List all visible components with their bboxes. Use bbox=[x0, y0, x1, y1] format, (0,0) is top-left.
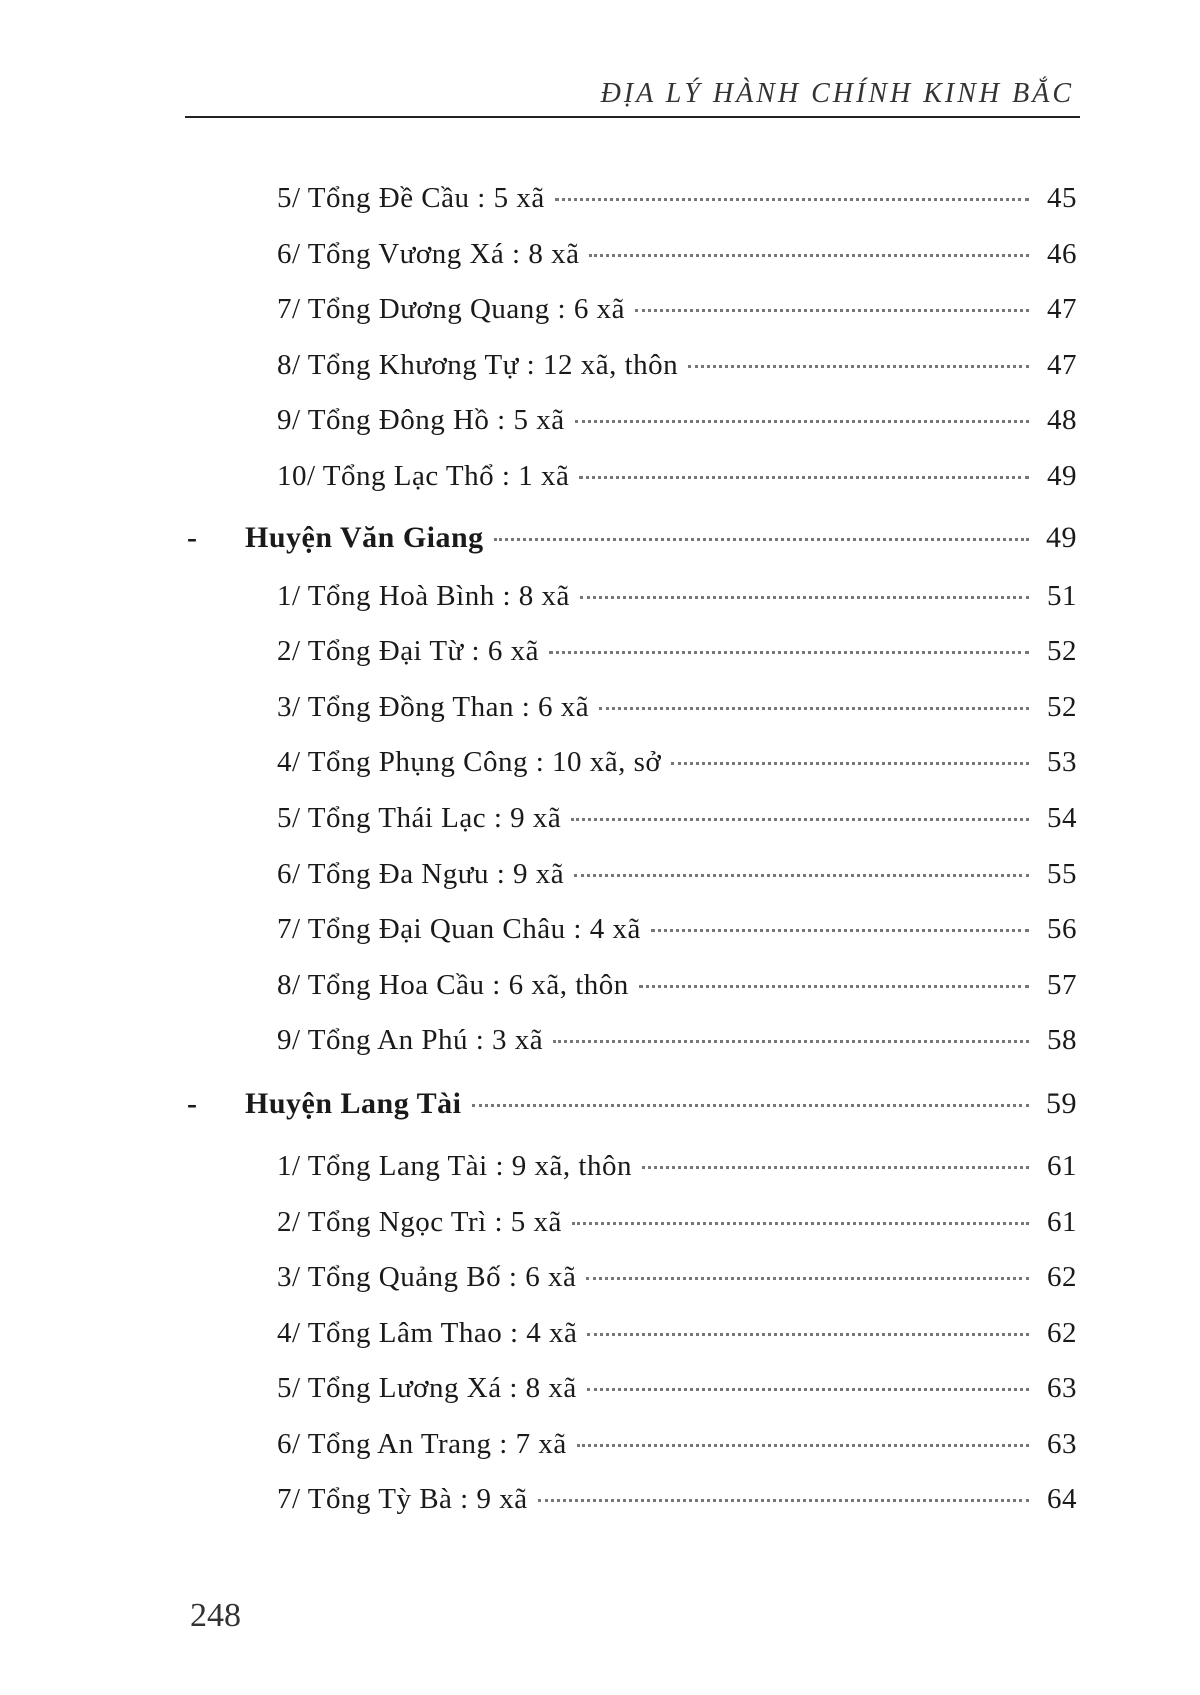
dot-leader bbox=[571, 818, 1029, 821]
toc-entry-label: 5/ Tổng Thái Lạc : 9 xã bbox=[277, 801, 562, 834]
toc-entry bbox=[185, 689, 1085, 745]
dot-leader bbox=[671, 762, 1029, 765]
toc-entry bbox=[185, 1481, 1085, 1537]
toc-entry-page: 54 bbox=[1047, 801, 1077, 834]
toc-entry-label: 5/ Tổng Lương Xá : 8 xã bbox=[277, 1372, 577, 1405]
toc-entry bbox=[185, 633, 1085, 689]
dot-leader bbox=[688, 365, 1029, 368]
toc-entry-page: 51 bbox=[1047, 579, 1077, 612]
toc-entry bbox=[185, 1315, 1085, 1371]
dot-leader bbox=[577, 1444, 1029, 1447]
toc-entry-page: 49 bbox=[1047, 459, 1077, 492]
toc-section-van-giang bbox=[185, 514, 1085, 578]
toc-entry-label: 7/ Tổng Dương Quang : 6 xã bbox=[277, 293, 625, 326]
section-dash: - bbox=[187, 520, 198, 554]
dot-leader bbox=[572, 1222, 1029, 1225]
toc-entry bbox=[185, 856, 1085, 912]
toc-entry-page: 61 bbox=[1047, 1149, 1077, 1182]
toc-entry-page: 53 bbox=[1047, 746, 1077, 779]
toc-entry-label: 9/ Tổng Đông Hồ : 5 xã bbox=[277, 404, 565, 437]
dot-leader bbox=[549, 651, 1029, 654]
toc-entry-label: 9/ Tổng An Phú : 3 xã bbox=[277, 1024, 544, 1057]
toc-entry-label: 5/ Tổng Đề Cầu : 5 xã bbox=[277, 182, 545, 214]
toc-entry-page: 47 bbox=[1047, 293, 1077, 326]
toc-entry-label: 2/ Tổng Đại Từ : 6 xã bbox=[277, 635, 539, 668]
toc-section-page: 59 bbox=[1046, 1086, 1077, 1120]
toc-entry bbox=[185, 291, 1085, 347]
toc-entry-page: 64 bbox=[1047, 1483, 1077, 1516]
toc-entry-page: 47 bbox=[1047, 348, 1077, 381]
toc-entry-page: 45 bbox=[1047, 182, 1077, 214]
toc-entry bbox=[185, 744, 1085, 800]
toc-entry bbox=[185, 800, 1085, 856]
toc-entry-page: 62 bbox=[1047, 1261, 1077, 1294]
dot-leader bbox=[599, 707, 1029, 710]
toc-entry bbox=[185, 458, 1085, 514]
toc-entry-label: 3/ Tổng Đồng Than : 6 xã bbox=[277, 690, 590, 723]
toc-entry-label: 1/ Tổng Hoà Bình : 8 xã bbox=[277, 579, 570, 612]
toc-entry-label: 7/ Tổng Tỳ Bà : 9 xã bbox=[277, 1483, 528, 1516]
toc-entry-page: 61 bbox=[1047, 1205, 1077, 1238]
dot-leader bbox=[579, 476, 1029, 479]
toc-entry-page: 55 bbox=[1047, 857, 1077, 890]
table-of-contents bbox=[185, 180, 1085, 1537]
dot-leader bbox=[589, 254, 1029, 257]
toc-entry bbox=[185, 1259, 1085, 1315]
toc-entry-label: 6/ Tổng Vương Xá : 8 xã bbox=[277, 237, 580, 270]
section-dash: - bbox=[187, 1086, 198, 1120]
toc-entry-label: 6/ Tổng Đa Ngưu : 9 xã bbox=[277, 857, 565, 890]
dot-leader bbox=[635, 309, 1029, 312]
dot-leader bbox=[494, 538, 1029, 541]
toc-entry bbox=[185, 180, 1085, 236]
toc-entry-label: 1/ Tổng Lang Tài : 9 xã, thôn bbox=[277, 1149, 632, 1182]
dot-leader bbox=[555, 198, 1029, 201]
toc-entry bbox=[185, 911, 1085, 967]
toc-entry bbox=[185, 236, 1085, 292]
toc-entry-label: 8/ Tổng Hoa Cầu : 6 xã, thôn bbox=[277, 968, 629, 1001]
page-number: 248 bbox=[190, 1597, 241, 1634]
dot-leader bbox=[586, 1277, 1029, 1280]
dot-leader bbox=[472, 1104, 1029, 1107]
toc-entry-label: 4/ Tổng Lâm Thao : 4 xã bbox=[277, 1316, 578, 1349]
toc-entry-label: 3/ Tổng Quảng Bố : 6 xã bbox=[277, 1261, 577, 1294]
toc-entry-page: 63 bbox=[1047, 1427, 1077, 1460]
dot-leader bbox=[639, 985, 1029, 988]
toc-entry-label: 8/ Tổng Khương Tự : 12 xã, thôn bbox=[277, 348, 679, 381]
toc-entry-page: 52 bbox=[1047, 635, 1077, 668]
dot-leader bbox=[538, 1499, 1029, 1502]
toc-entry-label: 10/ Tổng Lạc Thổ : 1 xã bbox=[277, 459, 570, 492]
toc-entry-page: 56 bbox=[1047, 913, 1077, 946]
toc-entry-label: 6/ Tổng An Trang : 7 xã bbox=[277, 1427, 567, 1460]
toc-entry bbox=[185, 1426, 1085, 1482]
toc-entry-page: 52 bbox=[1047, 690, 1077, 723]
toc-entry-page: 48 bbox=[1047, 404, 1077, 437]
toc-entry bbox=[185, 1148, 1085, 1204]
toc-section-lang-tai bbox=[185, 1078, 1085, 1148]
dot-leader bbox=[580, 596, 1029, 599]
toc-entry-label: 7/ Tổng Đại Quan Châu : 4 xã bbox=[277, 913, 641, 946]
toc-entry-page: 57 bbox=[1047, 968, 1077, 1001]
toc-section-page: 49 bbox=[1046, 520, 1077, 554]
toc-entry-page: 62 bbox=[1047, 1316, 1077, 1349]
toc-entry-page: 46 bbox=[1047, 237, 1077, 270]
toc-entry-label: 4/ Tổng Phụng Công : 10 xã, sở bbox=[277, 746, 662, 779]
toc-entry bbox=[185, 1022, 1085, 1078]
running-title: ĐỊA LÝ HÀNH CHÍNH KINH BẮC bbox=[600, 78, 1074, 109]
dot-leader bbox=[575, 420, 1029, 423]
toc-entry-label: 2/ Tổng Ngọc Trì : 5 xã bbox=[277, 1205, 562, 1238]
dot-leader bbox=[553, 1040, 1029, 1043]
toc-entry-page: 58 bbox=[1047, 1024, 1077, 1057]
toc-entry bbox=[185, 578, 1085, 634]
dot-leader bbox=[574, 874, 1029, 877]
dot-leader bbox=[642, 1166, 1029, 1169]
toc-entry bbox=[185, 1370, 1085, 1426]
dot-leader bbox=[587, 1388, 1029, 1391]
toc-entry bbox=[185, 967, 1085, 1023]
dot-leader bbox=[587, 1333, 1029, 1336]
toc-section-label: Huyện Văn Giang bbox=[245, 520, 484, 554]
running-header bbox=[185, 72, 1080, 118]
toc-entry bbox=[185, 402, 1085, 458]
toc-entry bbox=[185, 1204, 1085, 1260]
toc-entry bbox=[185, 347, 1085, 403]
toc-entry-page: 63 bbox=[1047, 1372, 1077, 1405]
dot-leader bbox=[651, 929, 1029, 932]
toc-section-label: Huyện Lang Tài bbox=[245, 1086, 462, 1120]
